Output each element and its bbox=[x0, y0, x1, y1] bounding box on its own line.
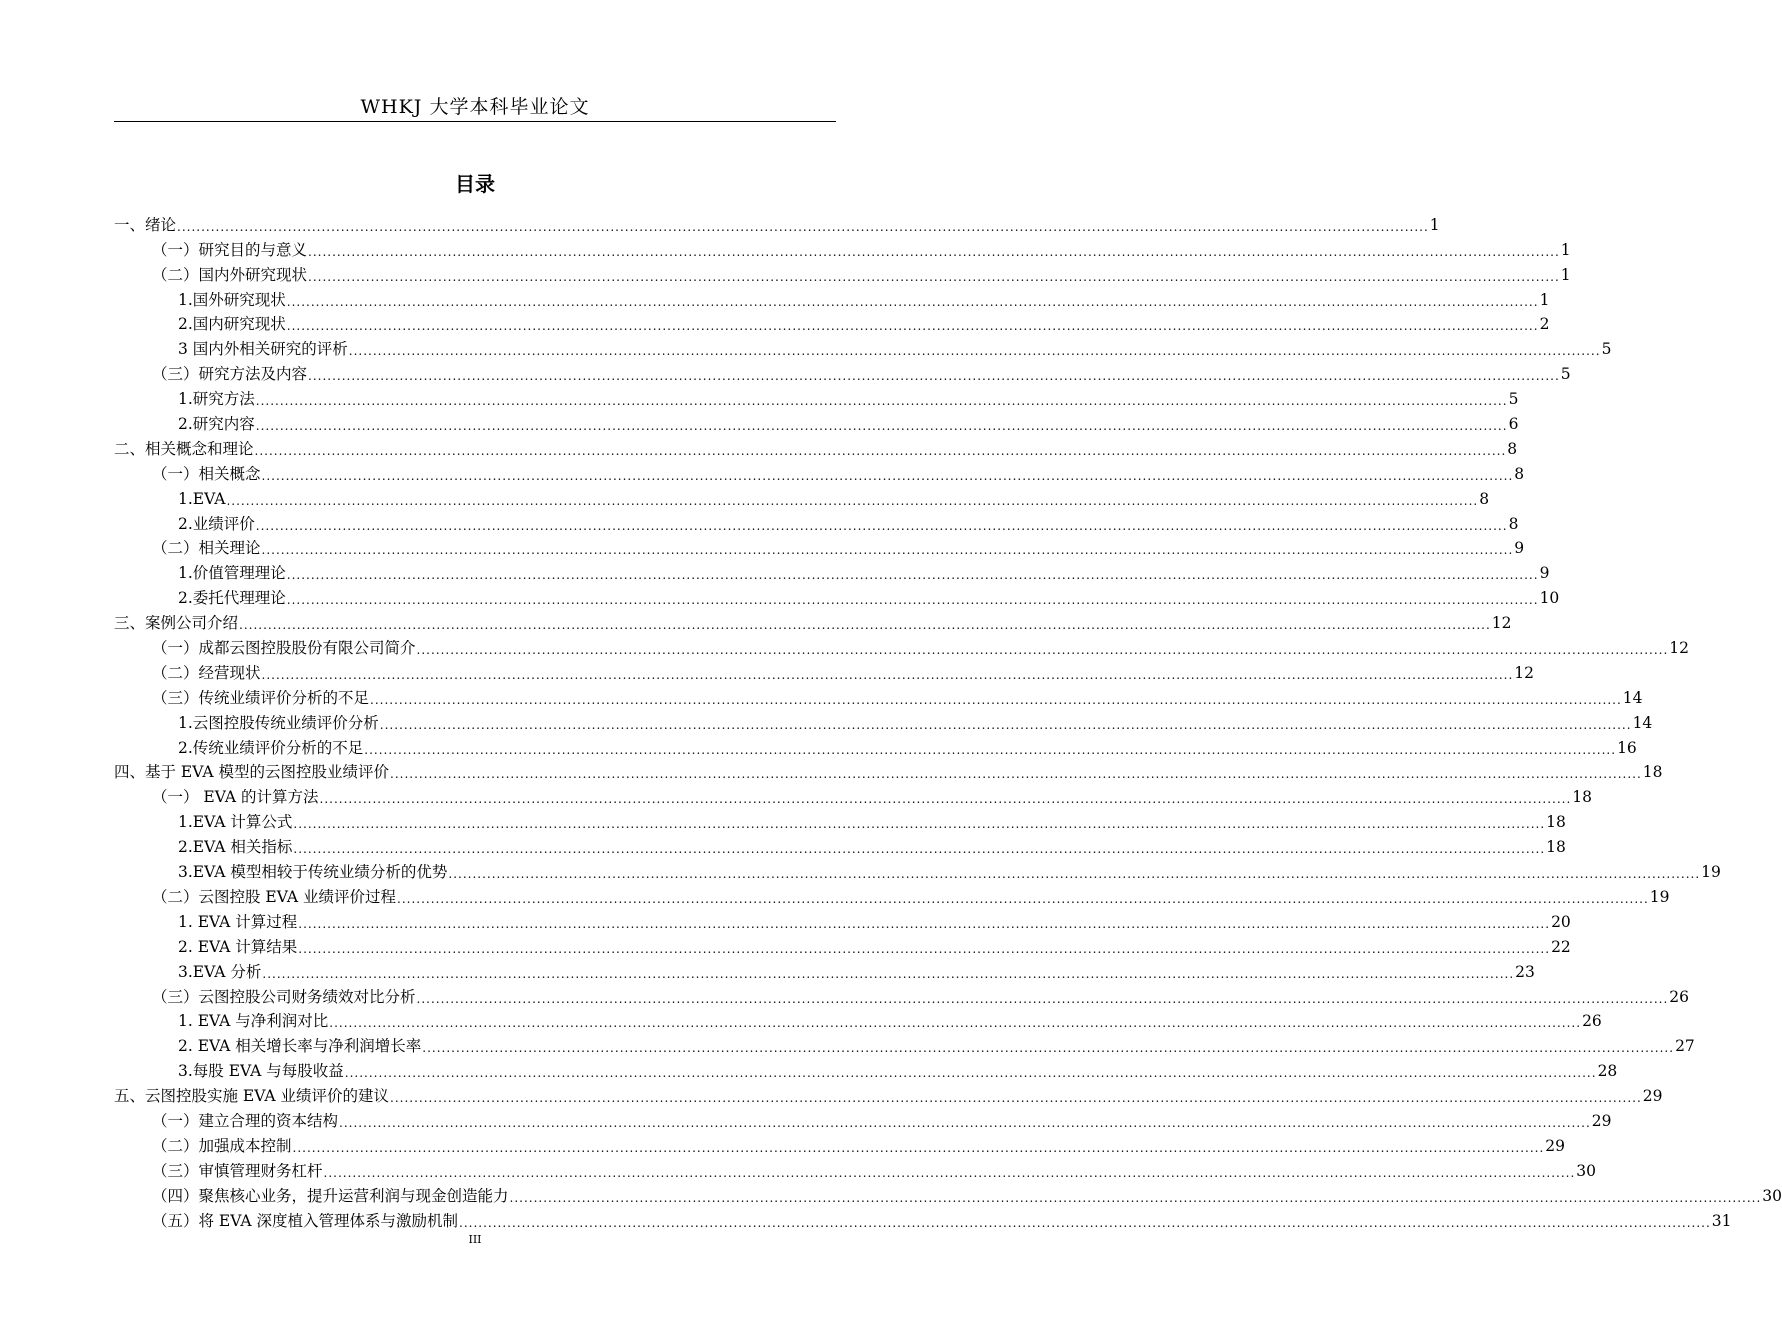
toc-entry[interactable] bbox=[114, 658, 1535, 683]
toc-entry[interactable] bbox=[114, 758, 1663, 783]
toc-entry[interactable] bbox=[114, 384, 1519, 409]
toc-leader-dots: .................................................................................................................................................................................................................................................................... bbox=[298, 916, 1551, 931]
toc-entry-page: 8 bbox=[1479, 489, 1490, 508]
toc-leader-dots: .................................................................................................................................................................................................................................................................... bbox=[292, 1140, 1545, 1155]
toc-entry-label: 1.EVA 计算公式 bbox=[178, 813, 293, 832]
toc-entry-page: 12 bbox=[1669, 639, 1690, 658]
toc-entry[interactable] bbox=[114, 235, 1571, 260]
toc-entry[interactable] bbox=[114, 359, 1571, 384]
toc-entry-label: 2. EVA 相关增长率与净利润增长率 bbox=[178, 1037, 422, 1056]
toc-entry-label: 2. EVA 计算结果 bbox=[178, 937, 298, 956]
toc-leader-dots: .................................................................................................................................................................................................................................................................... bbox=[226, 493, 1479, 508]
toc-entry[interactable] bbox=[114, 1106, 1612, 1131]
toc-entry-page: 1 bbox=[1560, 265, 1571, 284]
toc-leader-dots: .................................................................................................................................................................................................................................................................... bbox=[422, 1041, 1675, 1056]
toc-entry-page: 18 bbox=[1572, 788, 1593, 807]
toc-leader-dots: .................................................................................................................................................................................................................................................................... bbox=[262, 966, 1515, 981]
toc-entry-page: 30 bbox=[1576, 1161, 1597, 1180]
toc-entry-label: （一）研究目的与意义 bbox=[152, 240, 308, 259]
toc-entry[interactable] bbox=[114, 1131, 1566, 1156]
toc-entry[interactable] bbox=[114, 1056, 1618, 1081]
toc-entry-page: 12 bbox=[1491, 614, 1512, 633]
toc-entry[interactable] bbox=[114, 1181, 1782, 1206]
toc-entry-label: 四、基于 EVA 模型的云图控股业绩评价 bbox=[114, 763, 390, 782]
toc-leader-dots: .................................................................................................................................................................................................................................................................... bbox=[261, 468, 1514, 483]
toc-leader-dots: .................................................................................................................................................................................................................................................................... bbox=[348, 344, 1601, 359]
toc-entry[interactable] bbox=[114, 1156, 1597, 1181]
toc-entry-label: （一）建立合理的资本结构 bbox=[152, 1111, 339, 1130]
toc-entry-page: 10 bbox=[1539, 589, 1560, 608]
toc-leader-dots: .................................................................................................................................................................................................................................................................... bbox=[459, 1215, 1711, 1230]
header-rule bbox=[114, 121, 836, 122]
toc-leader-dots: .................................................................................................................................................................................................................................................................... bbox=[286, 593, 1539, 608]
toc-leader-dots: .................................................................................................................................................................................................................................................................... bbox=[509, 1190, 1762, 1205]
toc-leader-dots: .................................................................................................................................................................................................................................................................... bbox=[293, 817, 1546, 832]
toc-entry-label: （四）聚焦核心业务，提升运营利润与现金创造能力 bbox=[152, 1186, 509, 1205]
toc-entry-label: 2.委托代理理论 bbox=[178, 589, 286, 608]
toc-entry[interactable] bbox=[114, 782, 1593, 807]
toc-entry[interactable] bbox=[114, 334, 1612, 359]
toc-entry-label: （二）云图控股 EVA 业绩评价过程 bbox=[152, 887, 397, 906]
toc-entry-label: 1. EVA 与净利润对比 bbox=[178, 1012, 329, 1031]
toc-leader-dots: .................................................................................................................................................................................................................................................................... bbox=[255, 419, 1508, 434]
toc-entry-page: 1 bbox=[1429, 215, 1440, 234]
toc-entry-label: 一、绪论 bbox=[114, 215, 177, 234]
toc-entry-page: 1 bbox=[1539, 290, 1550, 309]
toc-entry-page: 1 bbox=[1560, 240, 1571, 259]
toc-entry-label: 1.EVA bbox=[178, 489, 226, 508]
toc-entry-page: 30 bbox=[1762, 1186, 1782, 1205]
toc-entry[interactable] bbox=[114, 708, 1653, 733]
toc-entry-page: 14 bbox=[1632, 713, 1653, 732]
toc-leader-dots: .................................................................................................................................................................................................................................................................... bbox=[261, 667, 1514, 682]
toc-entry[interactable] bbox=[114, 907, 1571, 932]
toc-entry-page: 19 bbox=[1649, 887, 1670, 906]
toc-entry-page: 5 bbox=[1560, 365, 1571, 384]
toc-entry[interactable] bbox=[114, 832, 1566, 857]
toc-entry[interactable] bbox=[114, 1031, 1695, 1056]
toc-leader-dots: .................................................................................................................................................................................................................................................................... bbox=[344, 1066, 1597, 1081]
toc-entry-label: 3.EVA 分析 bbox=[178, 962, 262, 981]
toc-entry[interactable] bbox=[114, 982, 1690, 1007]
toc-leader-dots: .................................................................................................................................................................................................................................................................... bbox=[286, 294, 1539, 309]
toc-entry-page: 20 bbox=[1551, 912, 1571, 931]
toc-entry-label: （二）国内外研究现状 bbox=[152, 265, 308, 284]
toc-entry[interactable] bbox=[114, 558, 1550, 583]
toc-leader-dots: .................................................................................................................................................................................................................................................................... bbox=[319, 792, 1572, 807]
toc-entry-page: 23 bbox=[1515, 962, 1535, 981]
toc-entry-page: 19 bbox=[1701, 863, 1721, 882]
toc-leader-dots: .................................................................................................................................................................................................................................................................... bbox=[308, 244, 1560, 259]
toc-entry-label: （二）加强成本控制 bbox=[152, 1136, 292, 1155]
toc-leader-dots: .................................................................................................................................................................................................................................................................... bbox=[308, 269, 1560, 284]
toc-entry[interactable] bbox=[114, 434, 1518, 459]
toc-entry-label: （五）将 EVA 深度植入管理体系与激励机制 bbox=[152, 1211, 459, 1230]
toc-leader-dots: .................................................................................................................................................................................................................................................................... bbox=[323, 1165, 1576, 1180]
toc-entry-label: （三）审慎管理财务杠杆 bbox=[152, 1161, 323, 1180]
toc-entry[interactable] bbox=[114, 409, 1519, 434]
toc-entry-page: 31 bbox=[1711, 1211, 1732, 1230]
toc-leader-dots: .................................................................................................................................................................................................................................................................... bbox=[254, 443, 1507, 458]
toc-entry-page: 8 bbox=[1508, 514, 1519, 533]
toc-leader-dots: .................................................................................................................................................................................................................................................................... bbox=[239, 618, 1491, 633]
toc-entry-page: 6 bbox=[1508, 415, 1519, 434]
toc-entry-label: 2.EVA 相关指标 bbox=[178, 838, 293, 857]
toc-entry[interactable] bbox=[114, 957, 1535, 982]
toc-entry[interactable] bbox=[114, 285, 1550, 310]
toc-entry[interactable] bbox=[114, 534, 1525, 559]
page-number: III bbox=[468, 1233, 482, 1246]
toc-entry-label: （三）传统业绩评价分析的不足 bbox=[152, 688, 370, 707]
toc-entry-label: 2.国内研究现状 bbox=[178, 315, 286, 334]
toc-entry-page: 8 bbox=[1507, 439, 1518, 458]
toc-title: 目录 bbox=[455, 172, 495, 196]
toc-entry-page: 2 bbox=[1539, 315, 1550, 334]
toc-leader-dots: .................................................................................................................................................................................................................................................................... bbox=[177, 219, 1429, 234]
toc-entry[interactable] bbox=[114, 310, 1550, 335]
toc-leader-dots: .................................................................................................................................................................................................................................................................... bbox=[397, 891, 1649, 906]
toc-entry-label: 2.研究内容 bbox=[178, 415, 255, 434]
toc-entry[interactable] bbox=[114, 633, 1690, 658]
toc-entry-page: 14 bbox=[1622, 688, 1643, 707]
toc-entry-label: （二）相关理论 bbox=[152, 539, 261, 558]
toc-entry-page: 28 bbox=[1597, 1062, 1618, 1081]
toc-entry-page: 27 bbox=[1675, 1037, 1695, 1056]
toc-entry[interactable] bbox=[114, 484, 1490, 509]
toc-leader-dots: .................................................................................................................................................................................................................................................................... bbox=[416, 643, 1669, 658]
page-header: WHKJ 大学本科毕业论文 bbox=[360, 96, 590, 118]
toc-entry[interactable] bbox=[114, 509, 1519, 534]
toc-leader-dots: .................................................................................................................................................................................................................................................................... bbox=[379, 717, 1632, 732]
toc-entry[interactable] bbox=[114, 683, 1643, 708]
toc-entry-label: 三、案例公司介绍 bbox=[114, 614, 239, 633]
toc-entry-label: 1.研究方法 bbox=[178, 390, 255, 409]
toc-entry[interactable] bbox=[114, 1081, 1663, 1106]
toc-entry[interactable] bbox=[114, 608, 1512, 633]
table-of-contents bbox=[114, 210, 1782, 1231]
toc-entry-label: （一）相关概念 bbox=[152, 464, 261, 483]
toc-leader-dots: .................................................................................................................................................................................................................................................................... bbox=[298, 941, 1551, 956]
toc-leader-dots: .................................................................................................................................................................................................................................................................... bbox=[293, 842, 1546, 857]
toc-entry[interactable] bbox=[114, 932, 1571, 957]
toc-entry-label: 1. EVA 计算过程 bbox=[178, 912, 298, 931]
toc-entry-label: （一）成都云图控股股份有限公司简介 bbox=[152, 639, 416, 658]
toc-leader-dots: .................................................................................................................................................................................................................................................................... bbox=[416, 991, 1669, 1006]
toc-entry-page: 22 bbox=[1551, 937, 1571, 956]
toc-entry-page: 9 bbox=[1514, 539, 1525, 558]
toc-leader-dots: .................................................................................................................................................................................................................................................................... bbox=[255, 394, 1508, 409]
toc-entry-label: 1.国外研究现状 bbox=[178, 290, 286, 309]
toc-entry-label: 1.云图控股传统业绩评价分析 bbox=[178, 713, 379, 732]
toc-entry-label: 2.业绩评价 bbox=[178, 514, 255, 533]
toc-entry[interactable] bbox=[114, 1206, 1732, 1231]
toc-entry-page: 26 bbox=[1582, 1012, 1602, 1031]
toc-entry-label: 五、云图控股实施 EVA 业绩评价的建议 bbox=[114, 1087, 390, 1106]
toc-entry-page: 5 bbox=[1601, 340, 1612, 359]
toc-entry[interactable] bbox=[114, 882, 1670, 907]
toc-entry-label: （一） EVA 的计算方法 bbox=[152, 788, 319, 807]
toc-entry[interactable] bbox=[114, 583, 1560, 608]
toc-entry-page: 8 bbox=[1514, 464, 1525, 483]
toc-entry[interactable] bbox=[114, 459, 1525, 484]
toc-leader-dots: .................................................................................................................................................................................................................................................................... bbox=[329, 1016, 1582, 1031]
toc-leader-dots: .................................................................................................................................................................................................................................................................... bbox=[286, 568, 1539, 583]
toc-entry[interactable] bbox=[114, 857, 1721, 882]
toc-entry-page: 9 bbox=[1539, 564, 1550, 583]
toc-entry-page: 16 bbox=[1617, 738, 1637, 757]
toc-entry-label: （三）云图控股公司财务绩效对比分析 bbox=[152, 987, 416, 1006]
toc-entry[interactable] bbox=[114, 260, 1571, 285]
toc-leader-dots: .................................................................................................................................................................................................................................................................... bbox=[308, 369, 1560, 384]
toc-leader-dots: .................................................................................................................................................................................................................................................................... bbox=[390, 1091, 1642, 1106]
toc-entry-label: （二）经营现状 bbox=[152, 663, 261, 682]
toc-leader-dots: .................................................................................................................................................................................................................................................................... bbox=[286, 319, 1539, 334]
toc-entry[interactable] bbox=[114, 733, 1637, 758]
toc-entry-label: 二、相关概念和理论 bbox=[114, 439, 254, 458]
toc-entry[interactable] bbox=[114, 807, 1566, 832]
toc-entry-page: 29 bbox=[1642, 1087, 1663, 1106]
toc-entry-page: 5 bbox=[1508, 390, 1519, 409]
toc-leader-dots: .................................................................................................................................................................................................................................................................... bbox=[390, 767, 1642, 782]
toc-entry-page: 12 bbox=[1514, 663, 1535, 682]
toc-entry-label: 3 国内外相关研究的评析 bbox=[178, 340, 348, 359]
toc-entry-page: 29 bbox=[1545, 1136, 1566, 1155]
toc-entry[interactable] bbox=[114, 210, 1440, 235]
toc-leader-dots: .................................................................................................................................................................................................................................................................... bbox=[370, 692, 1622, 707]
toc-leader-dots: .................................................................................................................................................................................................................................................................... bbox=[339, 1115, 1591, 1130]
toc-leader-dots: .................................................................................................................................................................................................................................................................... bbox=[255, 518, 1508, 533]
toc-leader-dots: .................................................................................................................................................................................................................................................................... bbox=[261, 543, 1514, 558]
toc-leader-dots: .................................................................................................................................................................................................................................................................... bbox=[448, 867, 1701, 882]
toc-entry-page: 18 bbox=[1546, 838, 1566, 857]
toc-entry-label: 2.传统业绩评价分析的不足 bbox=[178, 738, 364, 757]
toc-entry-label: 3.每股 EVA 与每股收益 bbox=[178, 1062, 344, 1081]
toc-entry-label: 1.价值管理理论 bbox=[178, 564, 286, 583]
toc-entry-page: 29 bbox=[1591, 1111, 1612, 1130]
toc-entry-label: （三）研究方法及内容 bbox=[152, 365, 308, 384]
toc-leader-dots: .................................................................................................................................................................................................................................................................... bbox=[364, 742, 1617, 757]
toc-entry-label: 3.EVA 模型相较于传统业绩分析的优势 bbox=[178, 863, 448, 882]
toc-entry-page: 18 bbox=[1642, 763, 1663, 782]
toc-entry-page: 18 bbox=[1546, 813, 1566, 832]
toc-entry[interactable] bbox=[114, 1007, 1602, 1032]
toc-entry-page: 26 bbox=[1669, 987, 1690, 1006]
